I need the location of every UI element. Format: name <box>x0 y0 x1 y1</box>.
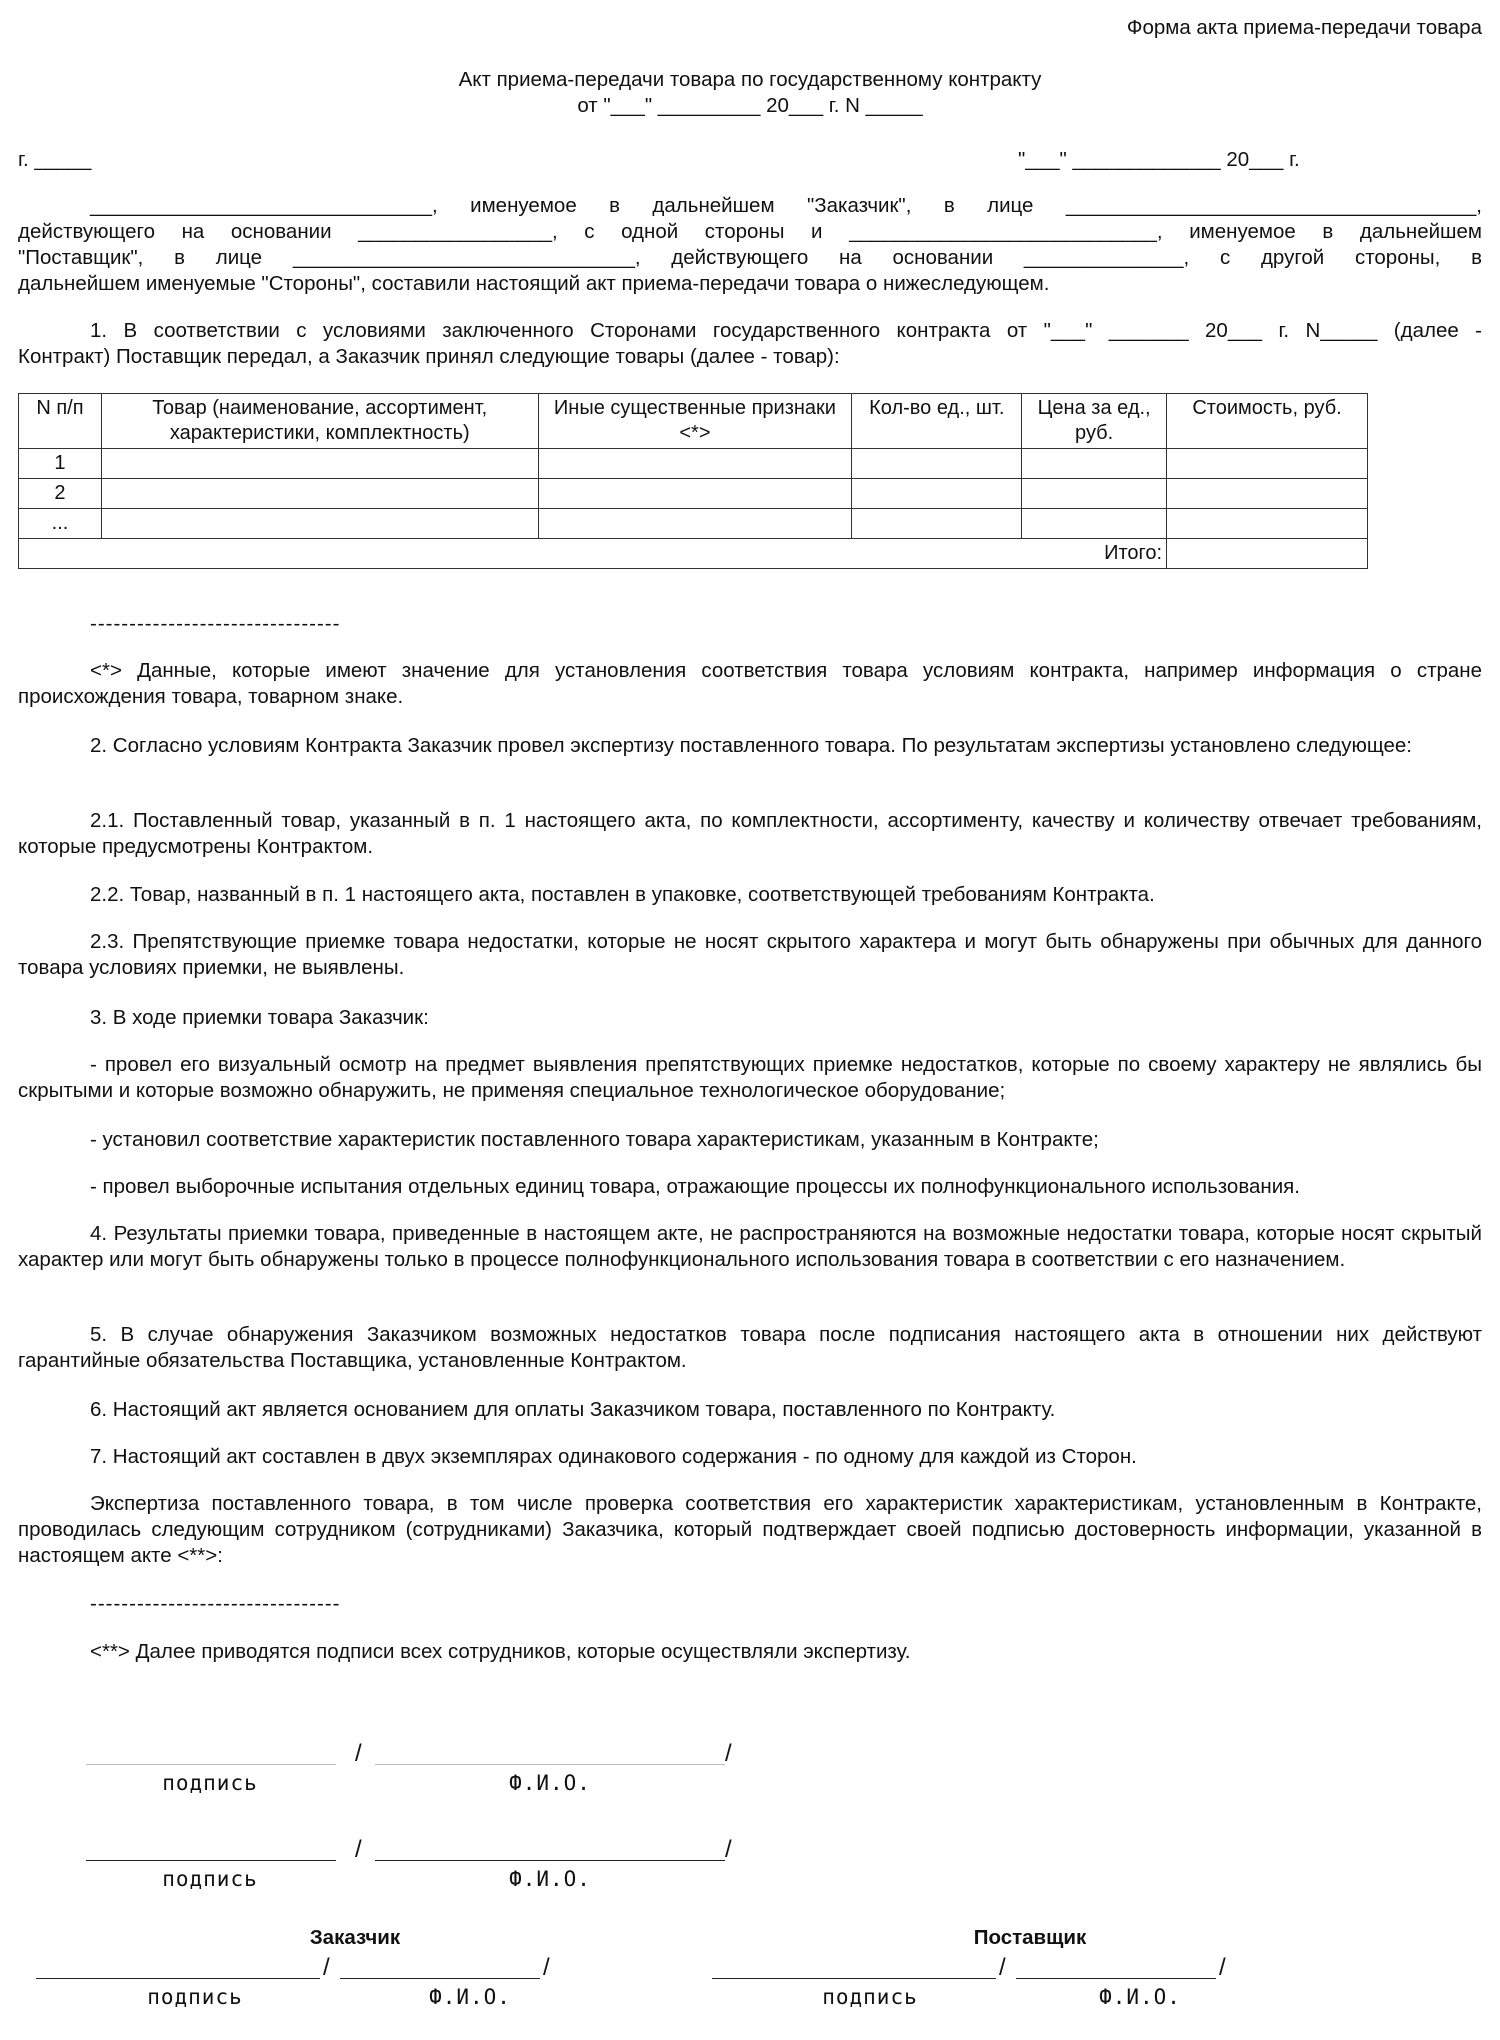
footnote-separator-2: -------------------------------- <box>90 1592 341 1615</box>
row-number: 2 <box>19 479 102 509</box>
signature-line <box>86 1860 336 1861</box>
paragraph-2-2: 2.2. Товар, названный в п. 1 настоящего акта, поставлен в упаковке, соответствующей требованиям Контракта. <box>90 883 1155 906</box>
slash: / <box>725 1740 732 1767</box>
header-cost: Стоимость, руб. <box>1167 394 1368 449</box>
total-label: Итого: <box>19 539 1167 569</box>
intro-line-2: действующего на основании _________________, с одной стороны и ___________________________, именуемое в дальнейшем <box>18 220 1482 243</box>
cell-cost <box>1167 509 1368 539</box>
cell-quantity <box>852 509 1022 539</box>
goods-table <box>18 393 1368 569</box>
cell-features <box>538 479 852 509</box>
signature-caption: подпись <box>162 1867 258 1891</box>
table-row <box>19 449 1368 479</box>
fio-caption: Ф.И.О. <box>509 1867 591 1891</box>
cell-quantity <box>852 479 1022 509</box>
header-goods: Товар (наименование, ассортимент, характеристики, комплектность) <box>101 394 538 449</box>
footnote-1: <*> Данные, которые имеют значение для установления соответствия товара условиям контракта, например информация о стране происхождения товара, товарном знаке. <box>18 659 1482 708</box>
paragraph-5: 5. В случае обнаружения Заказчиком возможных недостатков товара после подписания настоящего акта в отношении них действуют гарантийные обязательства Поставщика, установленные Контрактом. <box>18 1323 1482 1372</box>
fio-line <box>340 1978 540 1979</box>
row-number: ... <box>19 509 102 539</box>
document-title-line1: Акт приема-передачи товара по государственному контракту <box>458 68 1042 91</box>
signature-caption: подпись <box>822 1985 918 2009</box>
supplier-heading: Поставщик <box>973 1926 1087 1949</box>
cell-features <box>538 509 852 539</box>
customer-heading: Заказчик <box>309 1926 401 1949</box>
expertise-paragraph: Экспертиза поставленного товара, в том числе проверка соответствия его характеристик характеристикам, установленным в Контракте, проводилась следующим сотрудником (сотрудниками) Заказчика, который подтверждает своей подписью достоверность информации, указанной в настоящем акте <**>: <box>18 1492 1482 1567</box>
signature-caption: подпись <box>162 1771 258 1795</box>
header-features: Иные существенные признаки <*> <box>538 394 852 449</box>
slash: / <box>355 1740 362 1767</box>
cell-quantity <box>852 449 1022 479</box>
p1-line-2: Контракт) Поставщик передал, а Заказчик принял следующие товары (далее - товар): <box>18 345 840 368</box>
table-total-row <box>19 539 1368 569</box>
fio-line <box>375 1764 725 1765</box>
table-header-row <box>19 394 1368 449</box>
paragraph-3-a: - провел его визуальный осмотр на предмет выявления препятствующих приемке недостатков, которые по своему характеру не являлись бы скрытыми и которые возможно обнаружить, не применяя специальное технологическое оборудование; <box>18 1053 1482 1102</box>
document-title-line2: от "___" _________ 20___ г. N _____ <box>577 94 923 117</box>
fio-caption: Ф.И.О. <box>1099 1985 1181 2009</box>
header-number: N п/п <box>19 394 102 449</box>
paragraph-4: 4. Результаты приемки товара, приведенные в настоящем акте, не распространяются на возможные недостатки товара, которые носят скрытый характер или могут быть обнаружены только в процессе полнофункционального использования товара в соответствии с его назначением. <box>18 1222 1482 1271</box>
intro-line-1: ______________________________, именуемое в дальнейшем "Заказчик", в лице ____________________________________, <box>90 194 1482 217</box>
header-quantity: Кол-во ед., шт. <box>852 394 1022 449</box>
table-row <box>19 479 1368 509</box>
intro-line-3: "Поставщик", в лице ______________________________, действующего на основании ______________, с другой стороны, в <box>18 246 1482 269</box>
fio-caption: Ф.И.О. <box>429 1985 511 2009</box>
slash: / <box>543 1954 550 1981</box>
table-row <box>19 509 1368 539</box>
signature-line <box>712 1978 996 1979</box>
form-title: Форма акта приема-передачи товара <box>1126 16 1482 39</box>
signature-caption: подпись <box>147 1985 243 2009</box>
fio-caption: Ф.И.О. <box>509 1771 591 1795</box>
paragraph-2-3: 2.3. Препятствующие приемке товара недостатки, которые не носят скрытого характера и могут быть обнаружены при обычных для данного товара условиях приемки, не выявлены. <box>18 930 1482 979</box>
cell-cost <box>1167 479 1368 509</box>
signature-line <box>36 1978 320 1979</box>
p1-line-1: 1. В соответствии с условиями заключенного Сторонами государственного контракта от "___" _______ 20___ г. N_____ (далее - <box>90 319 1482 342</box>
total-value <box>1167 539 1368 569</box>
slash: / <box>1219 1954 1226 1981</box>
paragraph-3: 3. В ходе приемки товара Заказчик: <box>90 1006 429 1029</box>
cell-unit-price <box>1022 449 1167 479</box>
slash: / <box>323 1954 330 1981</box>
footnote-separator-1: -------------------------------- <box>90 612 341 635</box>
paragraph-2: 2. Согласно условиям Контракта Заказчик провел экспертизу поставленного товара. По результатам экспертизы установлено следующее: <box>90 734 1412 757</box>
paragraph-3-b: - установил соответствие характеристик поставленного товара характеристикам, указанным в Контракте; <box>90 1128 1099 1151</box>
slash: / <box>725 1836 732 1863</box>
row-number: 1 <box>19 449 102 479</box>
city-field: г. _____ <box>18 148 92 171</box>
paragraph-3-c: - провел выборочные испытания отдельных единиц товара, отражающие процессы их полнофункционального использования. <box>90 1175 1300 1198</box>
slash: / <box>355 1836 362 1863</box>
header-unit-price: Цена за ед., руб. <box>1022 394 1167 449</box>
paragraph-2-1: 2.1. Поставленный товар, указанный в п. 1 настоящего акта, по комплектности, ассортименту, качеству и количеству отвечает требованиям, которые предусмотрены Контрактом. <box>18 809 1482 858</box>
fio-line <box>375 1860 725 1861</box>
cell-features <box>538 449 852 479</box>
cell-goods <box>101 479 538 509</box>
date-field: "___" _____________ 20___ г. <box>1018 148 1300 171</box>
intro-line-4: дальнейшем именуемые "Стороны", составили настоящий акт приема-передачи товара о нижеследующем. <box>18 272 1050 295</box>
cell-cost <box>1167 449 1368 479</box>
cell-goods <box>101 509 538 539</box>
cell-goods <box>101 449 538 479</box>
cell-unit-price <box>1022 479 1167 509</box>
footnote-2: <**> Далее приводятся подписи всех сотрудников, которые осуществляли экспертизу. <box>90 1640 911 1663</box>
fio-line <box>1016 1978 1216 1979</box>
paragraph-6: 6. Настоящий акт является основанием для оплаты Заказчиком товара, поставленного по Контракту. <box>90 1398 1056 1421</box>
cell-unit-price <box>1022 509 1167 539</box>
signature-line <box>86 1764 336 1765</box>
paragraph-7: 7. Настоящий акт составлен в двух экземплярах одинакового содержания - по одному для каждой из Сторон. <box>90 1445 1137 1468</box>
slash: / <box>999 1954 1006 1981</box>
